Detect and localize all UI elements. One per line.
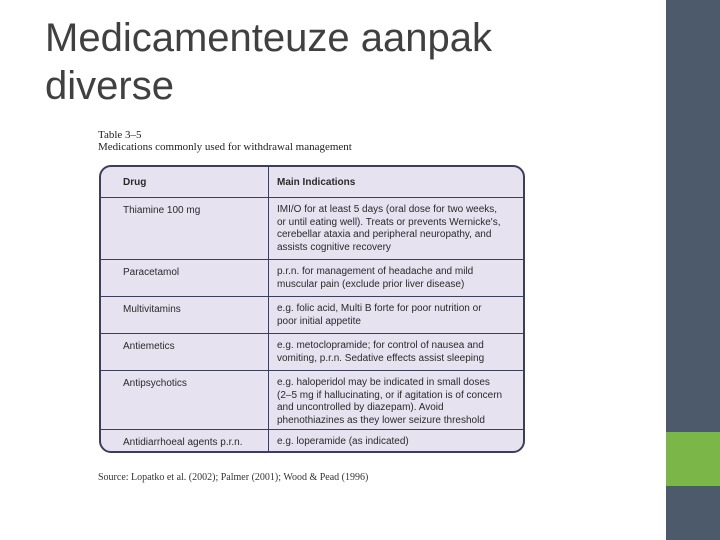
cell-drug: Antiemetics [123, 341, 175, 352]
row-divider [101, 259, 523, 260]
table-image [96, 127, 526, 487]
indication-line: p.r.n. for management of headache and mild [277, 266, 474, 277]
cell-drug: Thiamine 100 mg [123, 205, 201, 216]
cell-drug: Antipsychotics [123, 378, 187, 389]
table-caption: Medications commonly used for withdrawal management [98, 141, 352, 153]
slide-title-line-1: Medicamenteuze aanpak [45, 16, 492, 60]
row-divider [101, 296, 523, 297]
indication-line: phenothiazines as they lower seizure threshold [277, 414, 485, 426]
cell-indication [277, 266, 523, 291]
row-divider [101, 333, 523, 334]
cell-indication [277, 303, 523, 328]
indication-line: e.g. folic acid, Multi B forte for poor nutrition or [277, 303, 482, 314]
cell-indication [277, 377, 523, 427]
indication-line: vomiting, p.r.n. Sedative effects assist sleeping [277, 352, 485, 364]
indication-line: e.g. metoclopramide; for control of nausea and [277, 340, 484, 351]
cell-indication [277, 340, 523, 365]
header-main-indications: Main Indications [277, 177, 356, 188]
cell-drug: Antidiarrhoeal agents p.r.n. [123, 437, 243, 448]
indication-line: or until eating well). Treats or prevents Wernicke's, [277, 216, 501, 228]
column-divider [268, 167, 269, 451]
row-divider [101, 429, 523, 430]
indication-line: cerebellar ataxia and peripheral neuropathy, and [277, 229, 492, 240]
table-grid [101, 167, 523, 451]
row-divider [101, 370, 523, 371]
indication-line: poor initial appetite [277, 315, 361, 327]
cell-indication [277, 436, 523, 449]
indication-line: e.g. haloperidol may be indicated in small doses [277, 377, 490, 388]
slide-title [45, 14, 645, 110]
cell-drug: Paracetamol [123, 267, 180, 278]
indication-line: IMI/O for at least 5 days (oral dose for two weeks, [277, 204, 498, 215]
slide-title-line-2: diverse [45, 64, 174, 108]
medications-table [99, 165, 525, 453]
sidebar-accent-block [666, 432, 720, 486]
cell-indication [277, 204, 523, 254]
header-drug: Drug [123, 177, 147, 188]
indication-line: (2–5 mg if hallucinating, or if agitation is of concern [277, 389, 503, 401]
cell-drug: Multivitamins [123, 304, 181, 315]
indication-line: muscular pain (exclude prior liver disease) [277, 278, 465, 290]
indication-line: and uncontrolled by diazepam). Avoid [277, 402, 444, 413]
indication-line: e.g. loperamide (as indicated) [277, 436, 409, 447]
table-source: Source: Lopatko et al. (2002); Palmer (2001); Wood & Pead (1996) [98, 472, 369, 483]
row-divider [101, 197, 523, 198]
indication-line: assists cognitive recovery [277, 241, 391, 253]
table-label: Table 3–5 [98, 129, 142, 141]
